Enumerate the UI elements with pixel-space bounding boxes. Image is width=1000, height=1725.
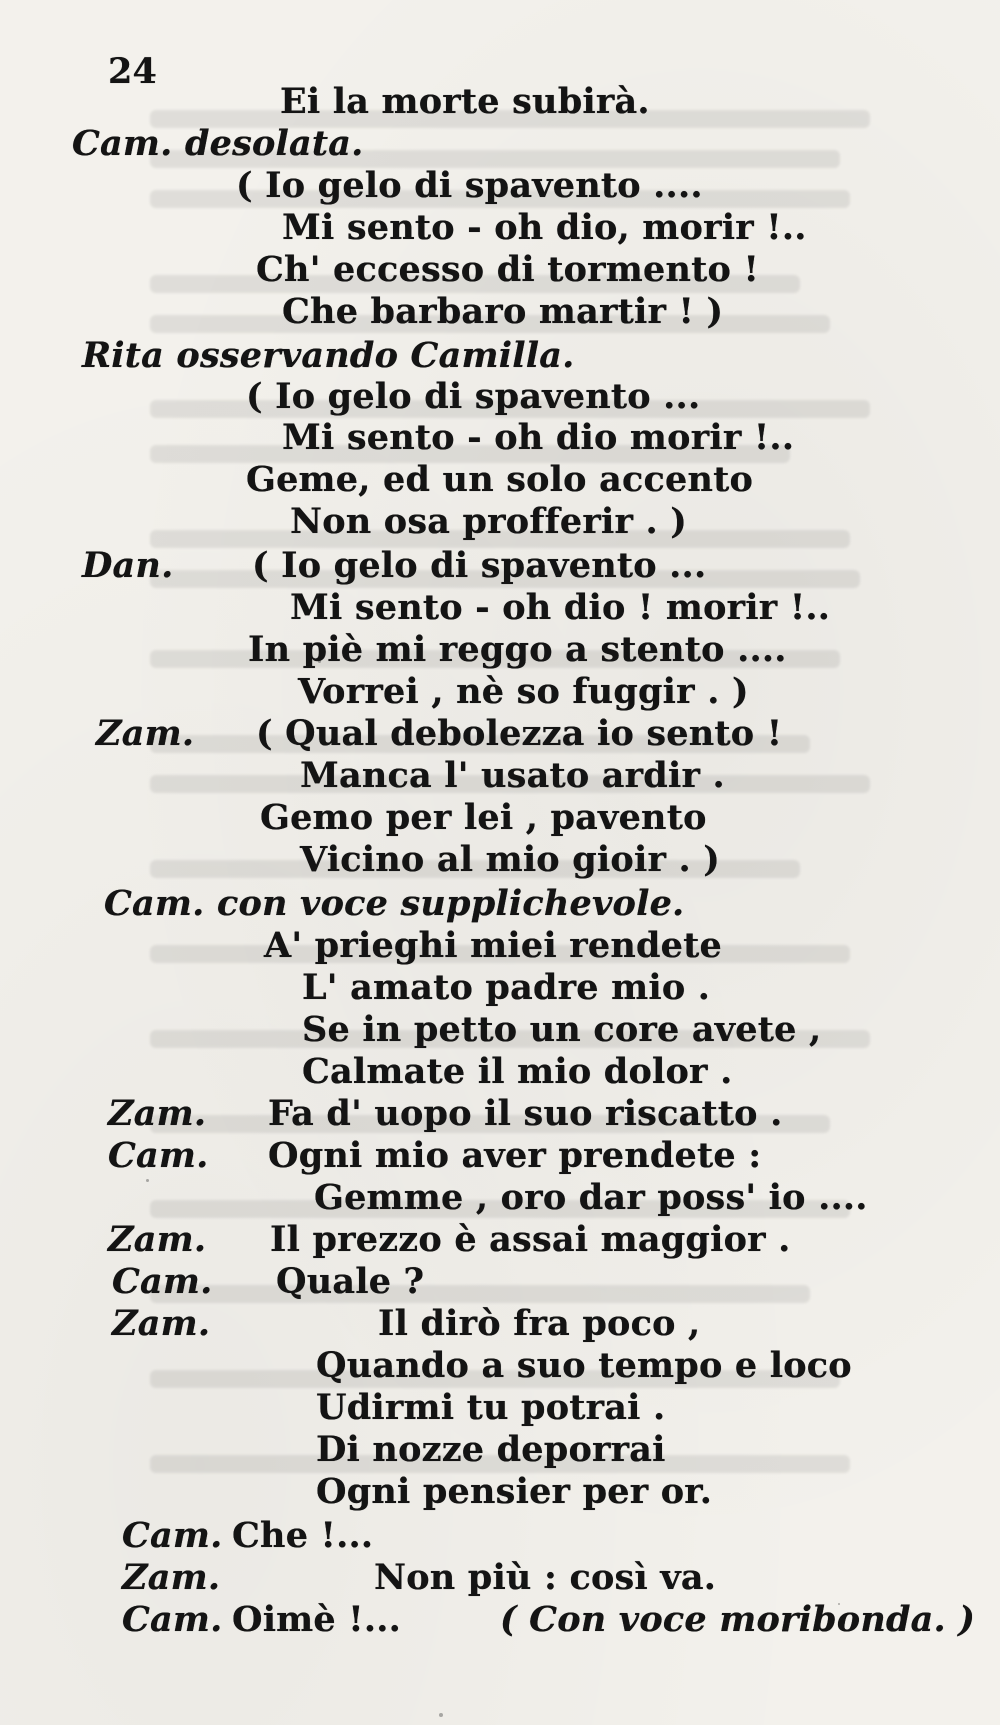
speaker-label: Zam. [96,713,195,754]
verse-line: Mi sento - oh dio morir !.. [282,417,795,458]
verse-line: Fa d' uopo il suo riscatto . [268,1093,783,1134]
verse-line: ( Io gelo di spavento .... [236,165,703,206]
speaker-label: Zam. [112,1303,211,1344]
verse-line: Gemme , oro dar poss' io .... [314,1177,868,1218]
verse-line: Mi sento - oh dio, morir !.. [282,207,807,248]
speaker-label: Cam. [122,1599,223,1640]
scan-speck [146,1179,149,1182]
verse-line: ( Qual debolezza io sento ! [256,713,783,754]
verse-line: Quale ? [276,1261,425,1302]
verse-line: Oimè !... [232,1599,401,1640]
verse-line: Il dirò fra poco , [378,1303,701,1344]
speaker-label: Cam. [108,1135,209,1176]
verse-line: Ch' eccesso di tormento ! [256,249,760,290]
verse-line: L' amato padre mio . [302,967,711,1008]
verse-line: Non osa profferir . ) [290,501,688,542]
verse-line: Ogni pensier per or. [316,1471,713,1512]
verse-line: Che barbaro martir ! ) [282,291,724,332]
stage-direction: ( Con voce moribonda. ) [500,1599,976,1640]
verse-line: ( Io gelo di spavento ... [252,545,707,586]
verse-line: A' prieghi miei rendete [264,925,722,966]
speaker-label: Zam. [108,1219,207,1260]
speaker-label: Zam. [108,1093,207,1134]
verse-line: Manca l' usato ardir . [300,755,725,796]
verse-line: Vicino al mio gioir . ) [300,839,721,880]
verse-line: Udirmi tu potrai . [316,1387,666,1428]
verse-line: Geme, ed un solo accento [246,459,754,500]
verse-line: Calmate il mio dolor . [302,1051,733,1092]
speaker-label: Cam. [122,1515,223,1556]
verse-line: Se in petto un core avete , [302,1009,822,1050]
verse-line: Ei la morte subirà. [280,81,650,122]
verse-line: In piè mi reggo a stento .... [248,629,787,670]
verse-line: Vorrei , nè so fuggir . ) [298,671,749,712]
speaker-label: Cam. [112,1261,213,1302]
verse-line: Che !... [232,1515,374,1556]
verse-line: Il prezzo è assai maggior . [270,1219,791,1260]
scan-speck [439,1713,443,1717]
stage-direction: Cam. desolata. [72,123,364,164]
stage-direction: Rita osservando Camilla. [82,335,575,376]
verse-line: Di nozze deporrai [316,1429,666,1470]
speaker-label: Dan. [82,545,174,586]
verse-line: Ogni mio aver prendete : [268,1135,762,1176]
speaker-label: Zam. [122,1557,221,1598]
verse-line: Gemo per lei , pavento [260,797,707,838]
verse-line: Quando a suo tempo e loco [316,1345,852,1386]
verse-line: Mi sento - oh dio ! morir !.. [290,587,831,628]
stage-direction: Cam. con voce supplichevole. [104,883,685,924]
verse-line: Non più : così va. [374,1557,717,1598]
verse-line: ( Io gelo di spavento ... [246,376,701,417]
page-number: 24 [108,51,158,92]
